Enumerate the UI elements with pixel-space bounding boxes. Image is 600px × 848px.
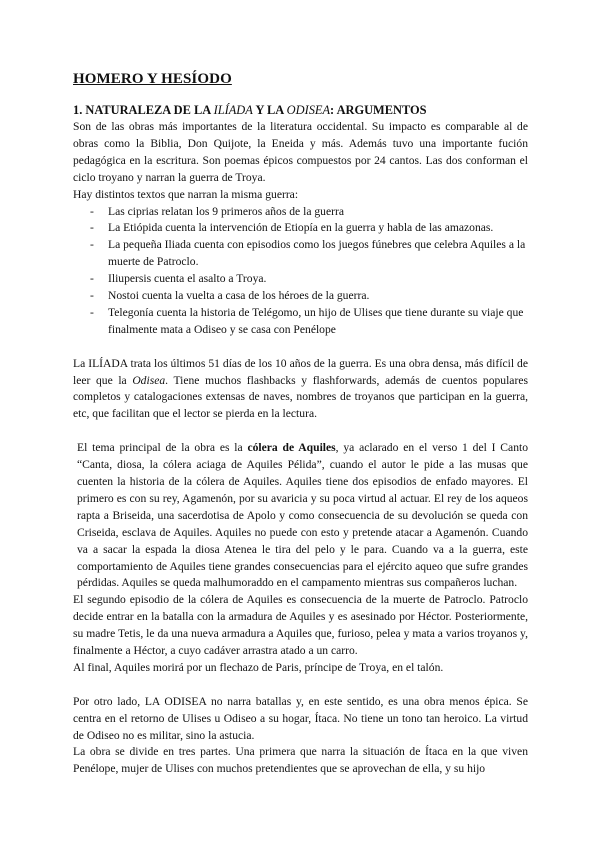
list-dash: - — [90, 305, 94, 319]
list-item-text: La Etiópida cuenta la intervención de Etiopía en la guerra y habla de las amazonas. — [108, 221, 494, 235]
list-dash: - — [90, 289, 94, 303]
list-dash: - — [90, 238, 94, 252]
list-item-text: Telegonía cuenta la historia de Telégomo, un hijo de Ulises que tiene durante su viaje que finalmente mata a Odiseo y se casa con Penélope — [108, 305, 524, 336]
iliad-text-2: . Tiene muchos flashbacks y flashforwards, además de cuentos populares completos y catalogaciones extensas de naves, nombres de troyanos que participan en la guerra, etc, que facilitan que el lector se pierda en la lectura. — [73, 373, 528, 421]
list-item-text: La pequeña Iliada cuenta con episodios como los juegos fúnebres que celebra Aquiles a la muerte de Patroclo. — [108, 238, 526, 269]
section-heading-prefix: 1. NATURALEZA DE LA — [73, 103, 214, 117]
odyssey-paragraph: Por otro lado, LA ODISEA no narra batallas y, en este sentido, es una obra menos épica. Se centra en el retorno de Ulises u Odiseo a su hogar, Ítaca. No tiene un tono tan heroico. La virtud de Odiseo no es militar, sino la astucia. — [73, 694, 528, 742]
section-heading-iliad: ILÍADA — [213, 103, 253, 117]
list-item-text: Las ciprias relatan los 9 primeros años de la guerra — [108, 204, 344, 218]
odisea-italic: Odisea — [132, 373, 166, 387]
section-heading — [73, 102, 528, 119]
list-dash: - — [90, 204, 94, 218]
paragraph-gap — [73, 423, 528, 440]
list-dash: - — [90, 272, 94, 286]
list-item-text: Iliupersis cuenta el asalto a Troya. — [108, 272, 267, 286]
list-dash: - — [90, 221, 94, 235]
paragraph-gap — [73, 677, 528, 694]
theme-text-2: , ya aclarado en el verso 1 del I Canto “Canta, diosa, la cólera aciaga de Aquiles Pélida”, cuando el autor le pide a las musas que cuenten la historia de la cólera de Aquiles. Aquiles tiene dos episodios de enfado mayores. El primero es con su rey, Agamenón, por su avaricia y su poca virtud al actuar. El rey de los aqueos rapta a Briseida, una sacerdotisa de Apolo y como consecuencia de su devolución se queda con Criseida, esclava de Aquiles. Aquiles no puede con esto y pretende atacar a Agamenón. Cuando va a sacar la espada la diosa Atenea le tira del pelo y le para. Cuando va a la guerra, este comportamiento de Aquiles tiene grandes consecuencias para el ejército aqueo que sufre grandes pérdidas. Aquiles se queda malhumoraddo en el campamento mientras sus compañeros luchan. — [77, 441, 529, 590]
document-content — [73, 70, 528, 778]
list-intro: Hay distintos textos que narran la misma guerra: — [73, 187, 299, 201]
list-item — [73, 204, 528, 221]
texts-list — [73, 204, 528, 339]
document-title: HOMERO Y HESÍODO — [73, 71, 232, 87]
list-item — [73, 271, 528, 288]
theme-paragraph — [73, 440, 528, 592]
theme-bold: cólera de Aquiles — [247, 441, 336, 455]
paragraph-gap — [73, 339, 528, 356]
intro-paragraph: Son de las obras más importantes de la literatura occidental. Su impacto es comparable al de obras como la Biblia, Don Quijote, la Eneida y más. Además tuvo una importante fución pedagógica en la escritura. Son poemas épicos compuestos por 24 cantos. Las dos conforman el ciclo troyano y narran la guerra de Troya. — [73, 120, 528, 184]
list-item — [73, 237, 528, 271]
section-heading-odyssey: ODISEA — [286, 103, 331, 117]
list-item-text: Nostoi cuenta la vuelta a casa de los héroes de la guerra. — [108, 289, 370, 303]
theme-text-1: El tema principal de la obra es la — [77, 441, 248, 455]
final-paragraph: Al final, Aquiles morirá por un flechazo de Paris, príncipe de Troya, en el talón. — [73, 660, 444, 674]
iliad-paragraph — [73, 356, 528, 424]
section-heading-suffix: : ARGUMENTOS — [330, 103, 427, 117]
section-heading-mid: Y LA — [252, 103, 287, 117]
parts-paragraph: La obra se divide en tres partes. Una primera que narra la situación de Ítaca en la que viven Penélope, mujer de Ulises con muchos pretendientes que se aprovechan de ella, y su hijo — [73, 745, 528, 776]
second-episode-paragraph: El segundo episodio de la cólera de Aquiles es consecuencia de la muerte de Patroclo. Patroclo decide entrar en la batalla con la armadura de Aquiles y es asesinado por Héctor. Posteriormente, su madre Tetis, le da una nueva armadura a Aquiles que, furioso, pelea y mata a varios troyanos y, finalmente a Héctor, a cuyo cadáver arrastra atado a un carro. — [73, 593, 528, 658]
list-item — [73, 288, 528, 305]
iliad-text-1: La ILÍADA trata los últimos 51 días de los 10 años de la guerra. Es una obra densa, más difícil de leer que la — [73, 356, 528, 387]
list-item — [73, 220, 528, 237]
list-item — [73, 305, 528, 339]
